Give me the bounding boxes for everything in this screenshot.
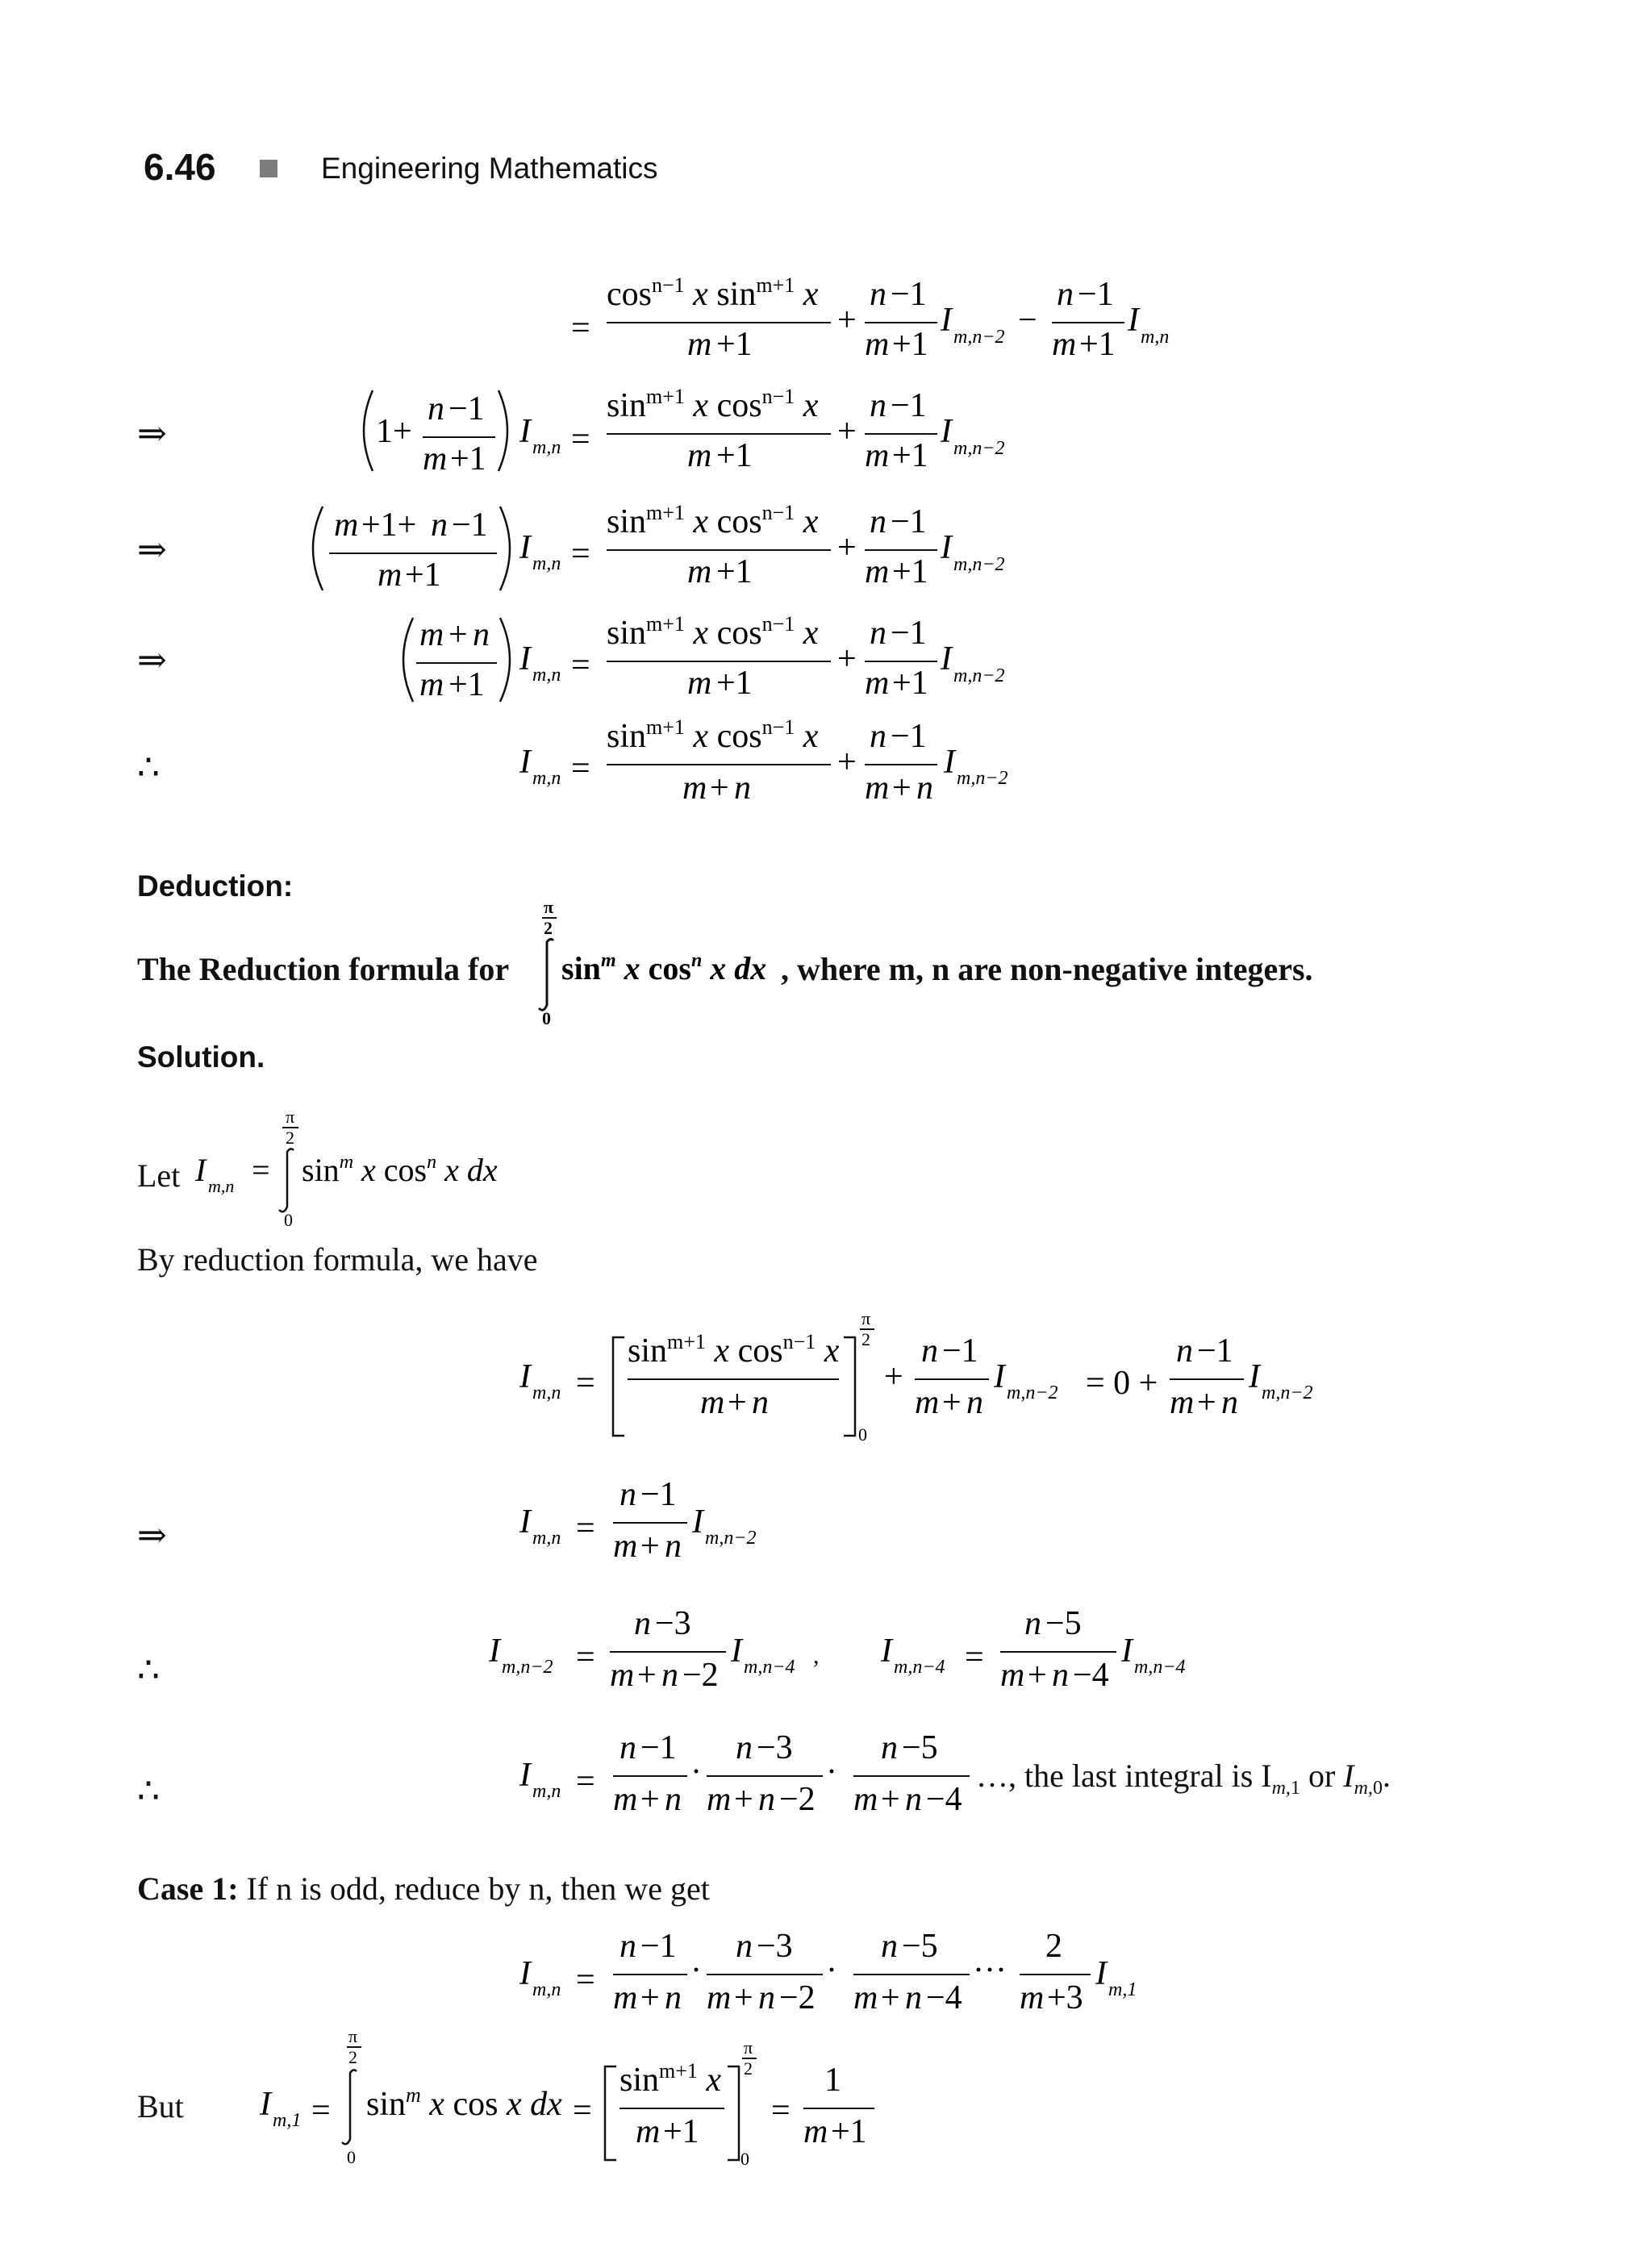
let-integral-definition xyxy=(190,1105,545,1234)
implies-symbol-3: ⇒ xyxy=(137,640,167,680)
svg-text:m: m xyxy=(613,1979,638,2016)
svg-text:sinm+1 x cosn−1 x: $\sin^{m+1} x$ $\cos^{n-1} x$ xyxy=(607,612,819,652)
svg-text:−3: −3 xyxy=(757,1729,793,1766)
equation-line-2 xyxy=(364,385,1005,477)
svg-text:π: π xyxy=(544,897,554,917)
svg-text:+: + xyxy=(448,616,468,653)
svg-text:−3: −3 xyxy=(655,1605,691,1642)
svg-text:m: m xyxy=(865,769,890,807)
page-number: 6.46 xyxy=(144,146,216,188)
svg-text:−3: −3 xyxy=(757,1928,793,1965)
svg-text:m,n−2: m,n−2 xyxy=(953,438,1005,459)
svg-text:sinm+1 x cosn−1 x: $\sin^{m+1} x$ $\cos^{n-1} x$ xyxy=(607,385,819,424)
svg-text:m,n−4: m,n−4 xyxy=(894,1657,945,1678)
implies-symbol-1: ⇒ xyxy=(137,414,167,453)
svg-text:0: 0 xyxy=(284,1210,293,1230)
svg-text:+1: +1 xyxy=(892,437,928,474)
svg-text:+1: +1 xyxy=(892,553,928,590)
svg-text:n: n xyxy=(665,1528,682,1565)
svg-text:n: n xyxy=(1057,276,1074,313)
svg-text:m: m xyxy=(700,1384,725,1421)
svg-text:m: m xyxy=(419,616,444,653)
svg-text:−5: −5 xyxy=(902,1729,938,1766)
svg-text:n: n xyxy=(620,1928,636,1965)
svg-text:+: + xyxy=(710,769,729,807)
svg-text:+: + xyxy=(881,1979,900,2016)
svg-text:sinm x cos x dx: $\sin^m x$ cos x dx xyxy=(366,2083,562,2123)
svg-text:m,n: m,n xyxy=(532,665,561,686)
svg-text:m: m xyxy=(865,437,890,474)
svg-text:m,n: m,n xyxy=(532,437,561,458)
svg-text:I: I xyxy=(519,1757,531,1794)
svg-text:m: m xyxy=(803,2113,828,2150)
svg-text:−1: −1 xyxy=(891,276,927,313)
svg-text:···: ··· xyxy=(973,1952,1007,1989)
recurrence-instances xyxy=(488,1605,1186,1694)
svg-text:n: n xyxy=(1052,1657,1069,1694)
svg-text:m: m xyxy=(865,553,890,590)
svg-text:m: m xyxy=(636,2113,661,2150)
svg-text:+: + xyxy=(942,1384,962,1421)
svg-text:sinm+1 x cosn−1 x: $\sin^{m+1} x$ $\cos^{n-1} x$ xyxy=(628,1330,840,1370)
svg-text:n: n xyxy=(620,1476,636,1513)
svg-text:n: n xyxy=(758,1781,775,1818)
svg-text:2: 2 xyxy=(861,1329,870,1349)
svg-text:π: π xyxy=(286,1107,295,1127)
equation-line-5 xyxy=(519,715,1008,807)
equation-line-4 xyxy=(403,612,1005,703)
svg-text:−1: −1 xyxy=(891,503,927,540)
svg-text:=: = xyxy=(965,1639,984,1676)
implies-symbol-4: ⇒ xyxy=(137,1516,167,1555)
but-text: But xyxy=(137,2088,184,2125)
svg-text:I: I xyxy=(519,1955,531,1992)
svg-text:n: n xyxy=(431,507,448,544)
problem-suffix: , where m, n are non-negative integers. xyxy=(781,951,1313,987)
equation-line-3 xyxy=(313,501,1005,594)
svg-text:+: + xyxy=(734,1781,753,1818)
svg-text:m,n−4: m,n−4 xyxy=(1134,1657,1186,1678)
svg-text:−1: −1 xyxy=(891,387,927,424)
svg-text:m: m xyxy=(1052,326,1077,363)
svg-text:=: = xyxy=(571,310,590,347)
svg-text:I: I xyxy=(519,640,531,678)
svg-text:m: m xyxy=(865,665,890,702)
svg-text:I: I xyxy=(941,640,952,678)
svg-text:=: = xyxy=(771,2092,791,2129)
svg-text:+: + xyxy=(1028,1657,1047,1694)
svg-text:n: n xyxy=(736,1928,753,1965)
svg-text:+1: +1 xyxy=(716,437,753,474)
svg-text:=: = xyxy=(576,1510,595,1547)
svg-text:−1: −1 xyxy=(891,615,927,652)
svg-text:+: + xyxy=(640,1528,660,1565)
svg-text:m,n: m,n xyxy=(1141,327,1170,348)
svg-text:0: 0 xyxy=(858,1424,867,1445)
svg-text:+1: +1 xyxy=(1079,326,1116,363)
svg-text:+1: +1 xyxy=(892,665,928,702)
therefore-symbol-1: ∴ xyxy=(137,748,160,787)
svg-text:I: I xyxy=(941,302,952,339)
svg-text:n: n xyxy=(734,769,751,807)
svg-text:n: n xyxy=(758,1979,775,2016)
svg-text:n: n xyxy=(1221,1384,1238,1421)
svg-text:= 0 +: = 0 + xyxy=(1086,1365,1158,1402)
svg-text:sinm+1 x cosn−1 x: $\sin^{m+1} x$ $\cos^{n-1} x$ xyxy=(607,715,819,755)
svg-text:+1: +1 xyxy=(405,557,441,594)
svg-text:n: n xyxy=(661,1657,678,1694)
svg-text:+: + xyxy=(734,1979,753,2016)
svg-text:n: n xyxy=(881,1729,898,1766)
svg-text:−5: −5 xyxy=(1045,1605,1082,1642)
svg-text:m: m xyxy=(853,1979,878,2016)
svg-text:n: n xyxy=(870,503,886,540)
svg-text:I: I xyxy=(731,1633,742,1670)
svg-text:m: m xyxy=(687,553,712,590)
svg-text:+: + xyxy=(1197,1384,1216,1421)
svg-text:+: + xyxy=(837,413,857,450)
svg-text:·: · xyxy=(690,1952,702,1989)
svg-text:0: 0 xyxy=(740,2149,749,2169)
svg-text:I: I xyxy=(881,1633,892,1670)
svg-text:m,n: m,n xyxy=(532,1528,561,1549)
problem-prefix: The Reduction formula for xyxy=(137,951,510,987)
svg-text:+: + xyxy=(837,302,857,339)
svg-text:m,n−2: m,n−2 xyxy=(1007,1382,1058,1403)
svg-text:−1: −1 xyxy=(942,1332,978,1370)
evaluated-reduction xyxy=(519,1308,1313,1445)
equation-line-1 xyxy=(571,273,1169,363)
svg-text:·: · xyxy=(826,1754,837,1791)
svg-text:m,n−2: m,n−2 xyxy=(957,768,1008,789)
svg-text:m: m xyxy=(378,557,403,594)
svg-text:m,n−2: m,n−2 xyxy=(1262,1382,1313,1403)
svg-text:=: = xyxy=(571,421,590,458)
svg-text:m,n−2: m,n−2 xyxy=(502,1657,553,1678)
svg-text:I: I xyxy=(260,2086,271,2123)
svg-text:m: m xyxy=(613,1528,638,1565)
svg-text:n: n xyxy=(1176,1332,1193,1370)
svg-text:2: 2 xyxy=(1045,1928,1062,1965)
simplified-reduction xyxy=(519,1476,757,1565)
svg-text:+1: +1 xyxy=(450,440,486,477)
implies-symbol-2: ⇒ xyxy=(137,530,167,569)
svg-text:m: m xyxy=(687,665,712,702)
svg-text:=: = xyxy=(571,536,590,573)
svg-text:n: n xyxy=(634,1605,651,1642)
svg-text:−4: −4 xyxy=(926,1781,962,1818)
svg-text:+1: +1 xyxy=(831,2113,867,2150)
svg-text:m: m xyxy=(682,769,707,807)
svg-text:m,n: m,n xyxy=(532,1781,561,1802)
solution-label: Solution. xyxy=(137,1040,265,1074)
svg-text:m: m xyxy=(423,440,448,477)
case1-text: If n is odd, reduce by n, then we get xyxy=(246,1870,710,1907)
svg-text:m: m xyxy=(853,1781,878,1818)
svg-text:−1: −1 xyxy=(1078,276,1114,313)
svg-text:n: n xyxy=(905,1979,922,2016)
svg-text:n: n xyxy=(870,387,886,424)
book-title: Engineering Mathematics xyxy=(321,152,658,185)
svg-text:I: I xyxy=(941,413,952,450)
svg-text:m: m xyxy=(1020,1979,1045,2016)
svg-text:+: + xyxy=(837,744,857,781)
svg-text:+1: +1 xyxy=(716,553,753,590)
svg-text:n: n xyxy=(921,1332,938,1370)
svg-text:+: + xyxy=(884,1358,903,1395)
svg-text:m,1: m,1 xyxy=(1108,1979,1137,2000)
svg-text:sinm+1 x: $\sin^{m+1} x$ xyxy=(620,2059,722,2099)
svg-text:π: π xyxy=(861,1308,871,1328)
svg-text:·: · xyxy=(826,1952,837,1989)
svg-text:I: I xyxy=(519,1503,531,1541)
svg-text:−4: −4 xyxy=(926,1979,962,2016)
svg-text:+1: +1 xyxy=(716,326,753,363)
svg-text:−4: −4 xyxy=(1073,1657,1109,1694)
svg-text:m,1: m,1 xyxy=(273,2110,302,2131)
svg-text:n: n xyxy=(620,1729,636,1766)
svg-text:m,n: m,n xyxy=(532,768,561,789)
svg-text:I: I xyxy=(1121,1633,1133,1670)
svg-text:n: n xyxy=(966,1384,983,1421)
svg-text:1: 1 xyxy=(824,2062,841,2099)
svg-text:m: m xyxy=(1170,1384,1195,1421)
svg-text:cosn−1 x sinm+1 x: $\cos^{n-1} x$ $\sin^{m+1} x$ xyxy=(607,273,819,313)
case1-equation xyxy=(0,1920,1652,2016)
svg-text:m: m xyxy=(687,326,712,363)
svg-text:−1: −1 xyxy=(452,507,488,544)
svg-text:n: n xyxy=(428,390,444,427)
svg-text:m: m xyxy=(687,437,712,474)
svg-text:m,n−2: m,n−2 xyxy=(953,554,1005,575)
svg-text:sinm+1 x cosn−1 x: $\sin^{m+1} x$ $\cos^{n-1} x$ xyxy=(607,501,819,540)
svg-text:I: I xyxy=(692,1503,703,1541)
svg-text:=: = xyxy=(571,647,590,684)
svg-text:−5: −5 xyxy=(902,1928,938,1965)
svg-text:+3: +3 xyxy=(1047,1979,1083,2016)
svg-text:m: m xyxy=(915,1384,940,1421)
svg-text:,: , xyxy=(813,1642,820,1669)
svg-text:I: I xyxy=(1095,1955,1107,1992)
svg-text:m: m xyxy=(1000,1657,1025,1694)
svg-text:=: = xyxy=(573,2092,592,2129)
svg-text:−2: −2 xyxy=(779,1781,816,1818)
svg-text:m: m xyxy=(865,326,890,363)
svg-text:m,n: m,n xyxy=(208,1176,235,1196)
solution-equations xyxy=(0,1299,1652,1879)
svg-text:2: 2 xyxy=(286,1128,294,1148)
svg-text:0: 0 xyxy=(542,1008,551,1024)
svg-text:=: = xyxy=(576,1962,595,1999)
svg-text:n: n xyxy=(752,1384,769,1421)
svg-text:I: I xyxy=(944,744,955,781)
svg-text:−1: −1 xyxy=(1197,1332,1233,1370)
svg-text:n: n xyxy=(736,1729,753,1766)
svg-text:m,n−4: m,n−4 xyxy=(744,1657,795,1678)
svg-text:+1: +1 xyxy=(892,326,928,363)
svg-text:+: + xyxy=(637,1657,657,1694)
svg-text:+: + xyxy=(728,1384,747,1421)
svg-text:I: I xyxy=(519,529,531,566)
svg-text:1+: 1+ xyxy=(376,413,412,450)
svg-text:+: + xyxy=(892,769,912,807)
svg-text:2: 2 xyxy=(744,2058,753,2079)
svg-text:sinm x cosn x dx: $\sin^m x$ $\cos^n x$ dx xyxy=(561,950,767,986)
svg-text:n: n xyxy=(916,769,933,807)
svg-text:=: = xyxy=(576,1763,595,1800)
svg-text:−: − xyxy=(1018,302,1037,339)
svg-text:m: m xyxy=(613,1781,638,1818)
svg-text:2: 2 xyxy=(348,2047,357,2067)
svg-text:π: π xyxy=(348,2026,358,2046)
derivation-equations xyxy=(0,0,1652,815)
product-formula xyxy=(519,1729,970,1818)
by-reduction-text: By reduction formula, we have xyxy=(137,1241,538,1278)
svg-text:π: π xyxy=(744,2037,753,2058)
svg-text:=: = xyxy=(571,750,590,787)
svg-text:=: = xyxy=(576,1365,595,1402)
svg-text:n: n xyxy=(1024,1605,1041,1642)
last-integral-text: …, the last integral is $I_{m,1}$ or $I_{m,0}$. xyxy=(976,1758,1391,1799)
svg-text:n: n xyxy=(905,1781,922,1818)
therefore-symbol-2: ∴ xyxy=(137,1650,160,1690)
svg-text:2: 2 xyxy=(544,918,553,938)
svg-text:n: n xyxy=(665,1781,682,1818)
let-text: Let xyxy=(137,1157,181,1194)
svg-text:m: m xyxy=(419,666,444,703)
svg-text:n: n xyxy=(473,616,490,653)
svg-text:+1: +1 xyxy=(663,2113,699,2150)
svg-text:−2: −2 xyxy=(779,1979,816,2016)
svg-text:m: m xyxy=(334,507,359,544)
svg-text:m: m xyxy=(610,1657,635,1694)
svg-text:=: = xyxy=(311,2092,331,2129)
svg-text:−2: −2 xyxy=(682,1657,719,1694)
svg-text:I: I xyxy=(519,413,531,450)
svg-text:+: + xyxy=(640,1781,660,1818)
svg-text:+: + xyxy=(640,1979,660,2016)
svg-text:I: I xyxy=(489,1633,500,1670)
svg-text:=: = xyxy=(576,1639,595,1676)
svg-text:I: I xyxy=(195,1152,206,1188)
svg-text:sinm x cosn x dx: $\sin^m x$ $\cos^n x$ dx xyxy=(302,1152,498,1188)
case1-label: Case 1: xyxy=(137,1870,239,1907)
svg-text:+1: +1 xyxy=(716,665,753,702)
svg-text:=: = xyxy=(252,1152,270,1188)
svg-text:m,n: m,n xyxy=(532,1979,561,2000)
svg-text:m,n−2: m,n−2 xyxy=(953,327,1005,348)
svg-text:n: n xyxy=(881,1928,898,1965)
svg-text:n: n xyxy=(665,1979,682,2016)
svg-text:−1: −1 xyxy=(640,1476,677,1513)
svg-text:n: n xyxy=(870,615,886,652)
svg-text:0: 0 xyxy=(347,2147,356,2167)
svg-text:+: + xyxy=(837,529,857,566)
svg-text:+1+: +1+ xyxy=(361,507,417,544)
svg-text:I: I xyxy=(994,1358,1005,1395)
svg-text:−1: −1 xyxy=(640,1928,677,1965)
svg-text:m,n−2: m,n−2 xyxy=(705,1528,757,1549)
therefore-symbol-3: ∴ xyxy=(137,1771,160,1811)
but-equation xyxy=(0,2025,1652,2170)
svg-text:m,n: m,n xyxy=(532,1382,561,1403)
svg-text:−1: −1 xyxy=(891,718,927,755)
svg-text:+: + xyxy=(881,1781,900,1818)
svg-text:m: m xyxy=(707,1781,732,1818)
svg-text:I: I xyxy=(519,1358,531,1395)
svg-text:I: I xyxy=(941,529,952,566)
svg-text:+1: +1 xyxy=(448,666,485,703)
case1-paragraph xyxy=(137,1870,710,1908)
svg-text:+: + xyxy=(837,640,857,678)
svg-text:m,n: m,n xyxy=(532,553,561,574)
svg-text:n: n xyxy=(870,276,886,313)
svg-text:·: · xyxy=(690,1754,702,1791)
svg-text:m,n−2: m,n−2 xyxy=(953,665,1005,686)
deduction-label: Deduction: xyxy=(137,869,294,903)
svg-text:I: I xyxy=(519,744,531,781)
svg-text:m: m xyxy=(707,1979,732,2016)
svg-text:−1: −1 xyxy=(448,390,485,427)
svg-text:n: n xyxy=(870,718,886,755)
svg-text:I: I xyxy=(1128,302,1139,339)
svg-text:−1: −1 xyxy=(640,1729,677,1766)
svg-text:I: I xyxy=(1249,1358,1260,1395)
